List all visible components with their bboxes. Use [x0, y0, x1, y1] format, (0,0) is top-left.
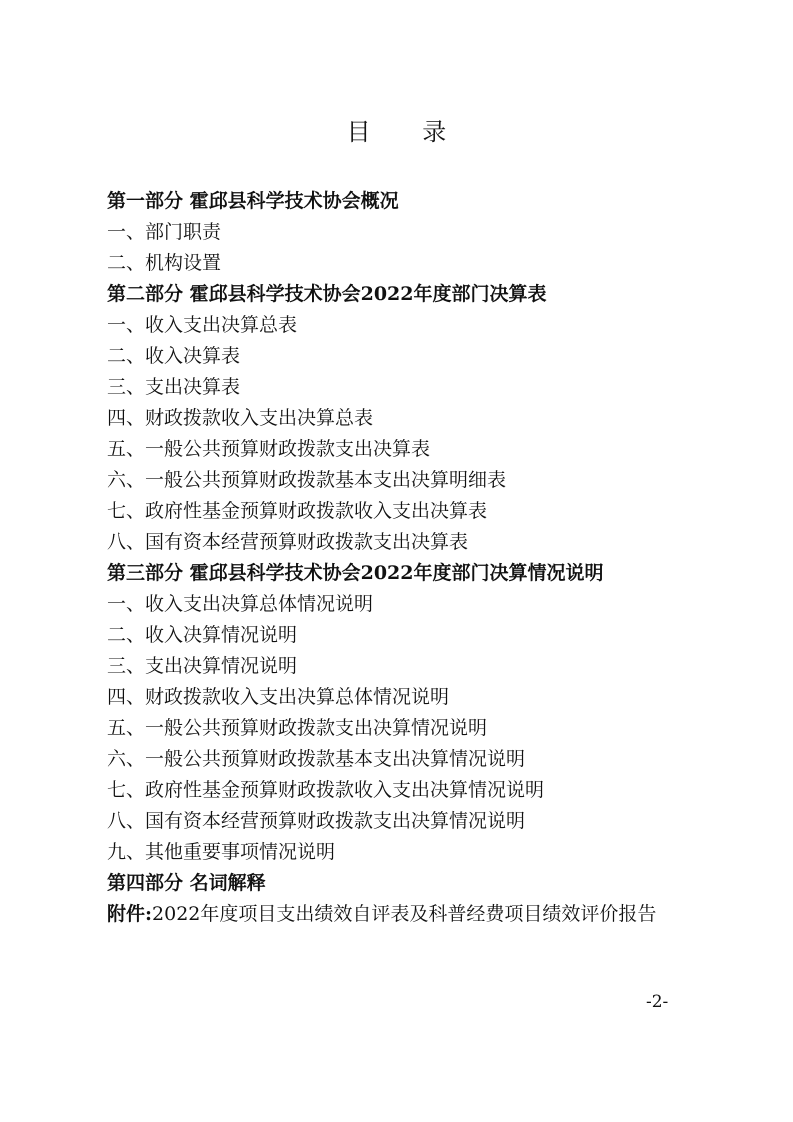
toc-item[interactable]: 八、国有资本经营预算财政拨款支出决算情况说明	[107, 810, 526, 832]
part1-heading[interactable]: 第一部分 霍邱县科学技术协会概况	[107, 190, 399, 212]
toc-item[interactable]: 三、支出决算表	[107, 376, 241, 398]
toc-item[interactable]: 二、机构设置	[107, 252, 222, 274]
toc-item[interactable]: 二、收入决算表	[107, 345, 241, 367]
toc-item[interactable]: 五、一般公共预算财政拨款支出决算情况说明	[107, 717, 488, 739]
toc-item[interactable]: 四、财政拨款收入支出决算总表	[107, 407, 374, 429]
attachment-label: 附件:	[107, 903, 153, 925]
toc-item[interactable]: 四、财政拨款收入支出决算总体情况说明	[107, 686, 450, 708]
part3-heading[interactable]: 第三部分 霍邱县科学技术协会2022年度部门决算情况说明	[107, 562, 604, 584]
toc-item[interactable]: 二、收入决算情况说明	[107, 624, 298, 646]
toc-item[interactable]: 一、收入支出决算总表	[107, 314, 298, 336]
toc-item[interactable]: 三、支出决算情况说明	[107, 655, 298, 677]
part2-heading[interactable]: 第二部分 霍邱县科学技术协会2022年度部门决算表	[107, 283, 547, 305]
toc-item[interactable]: 五、一般公共预算财政拨款支出决算表	[107, 438, 431, 460]
toc-item[interactable]: 一、部门职责	[107, 221, 222, 243]
toc-item[interactable]: 六、一般公共预算财政拨款基本支出决算明细表	[107, 469, 507, 491]
toc-item[interactable]: 八、国有资本经营预算财政拨款支出决算表	[107, 531, 469, 553]
part4-heading[interactable]: 第四部分 名词解释	[107, 872, 266, 894]
toc-item[interactable]: 六、一般公共预算财政拨款基本支出决算情况说明	[107, 748, 526, 770]
table-of-contents	[107, 186, 707, 930]
toc-item[interactable]: 七、政府性基金预算财政拨款收入支出决算情况说明	[107, 779, 545, 801]
attachment-line[interactable]	[107, 899, 697, 930]
page-number: -2-	[646, 992, 669, 1012]
toc-item[interactable]: 七、政府性基金预算财政拨款收入支出决算表	[107, 500, 488, 522]
toc-item[interactable]: 九、其他重要事项情况说明	[107, 841, 336, 863]
page-title: 目 录	[346, 118, 469, 146]
attachment-text: 2022年度项目支出绩效自评表及科普经费项目绩效评价报告	[152, 903, 657, 925]
toc-item[interactable]: 一、收入支出决算总体情况说明	[107, 593, 374, 615]
